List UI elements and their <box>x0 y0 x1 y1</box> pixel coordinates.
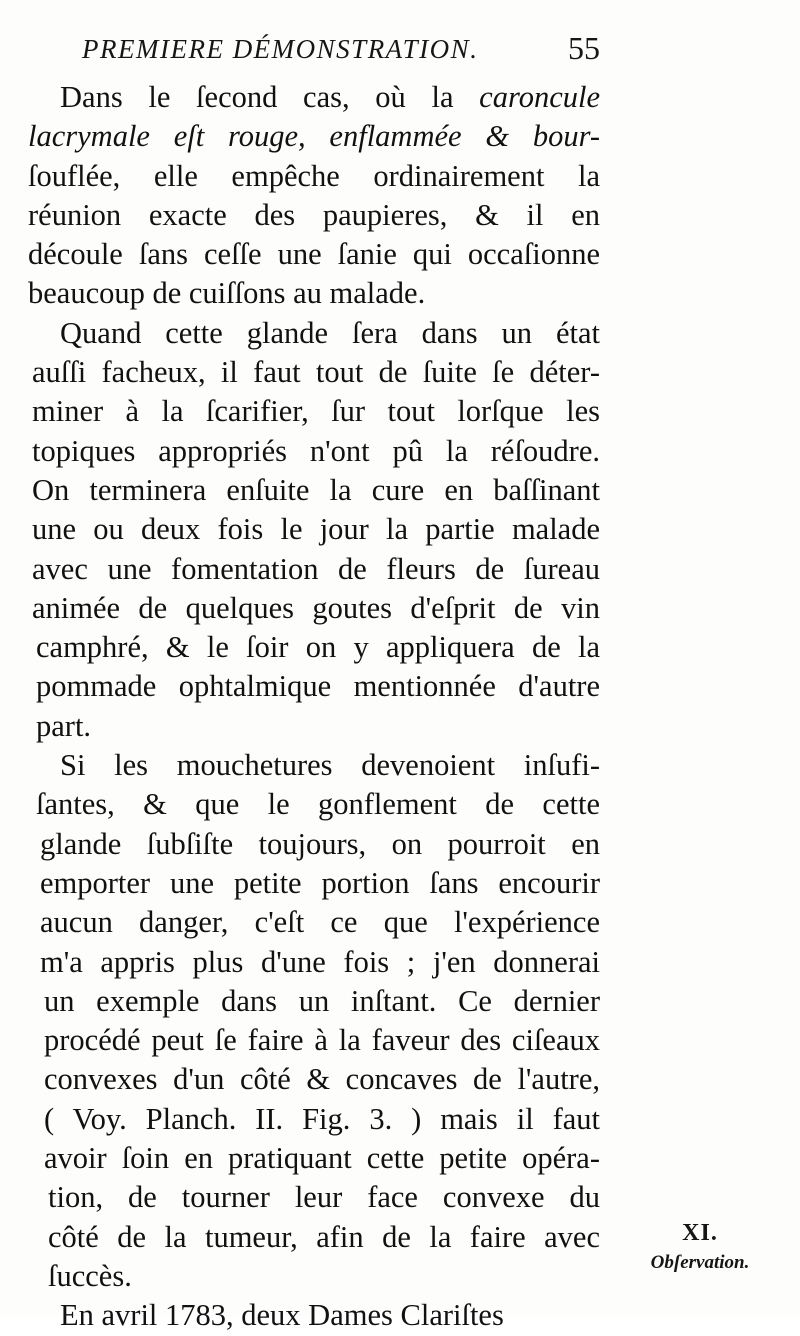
paragraph-3 <box>28 746 600 1296</box>
text-line: En avril 1783, deux Dames Clariſtes <box>60 1298 504 1333</box>
body-text <box>28 78 600 1336</box>
text-line: procédé peut ſe faire à la faveur des ciſeaux <box>44 1023 600 1058</box>
page-number: 55 <box>568 30 600 66</box>
text-line: ſantes, & que le gonflement de cette <box>36 787 600 822</box>
text-line: On terminera enſuite la cure en baſſinant <box>32 472 600 507</box>
text-line: avoir ſoin en pratiquant cette petite opéra- <box>44 1141 600 1176</box>
text-line: convexes d'un côté & concaves de l'autre, <box>44 1062 600 1097</box>
text-line: avec une fomentation de fleurs de ſureau <box>32 551 600 586</box>
text-line: Dans le ſecond cas, où la caroncule <box>60 80 600 114</box>
text-line: miner à la ſcarifier, ſur tout lorſque les <box>32 394 600 429</box>
text-line: côté de la tumeur, afin de la faire avec <box>48 1219 600 1254</box>
text-line: auſſi facheux, il faut tout de ſuite ſe déter- <box>32 355 600 390</box>
text-line: glande ſubſiſte toujours, on pourroit en <box>40 826 600 861</box>
margin-observation-number: XI. <box>682 1220 718 1246</box>
text-line: découle ſans ceſſe une ſanie qui occaſionne <box>28 237 600 272</box>
text-line: camphré, & le ſoir on y appliquera de la <box>36 630 600 665</box>
text-line: beaucoup de cuiſſons au malade. <box>28 276 426 311</box>
text-line: une ou deux fois le jour la partie malade <box>32 512 600 547</box>
italic-word: caroncule <box>479 80 600 114</box>
text-line: Quand cette glande ſera dans un état <box>60 315 600 350</box>
text-line: réunion exacte des paupieres, & il en <box>28 197 600 232</box>
text-line: part. <box>36 708 92 743</box>
text-line: un exemple dans un inſtant. Ce dernier <box>44 983 600 1018</box>
text-line: m'a appris plus d'une fois ; j'en donnerai <box>40 944 600 979</box>
text-line: pommade ophtalmique mentionnée d'autre <box>36 669 600 704</box>
margin-observation-label: Obſervation. <box>650 1252 750 1273</box>
text-line: animée de quelques goutes d'eſprit de vin <box>32 590 600 625</box>
paragraph-2 <box>28 314 600 746</box>
text-line: lacrymale eſt rouge, enflammée & bour- <box>28 119 600 154</box>
text-line: ſuccès. <box>48 1258 132 1293</box>
text-line: ſouflée, elle empêche ordinairement la <box>28 158 600 193</box>
text-line: tion, de tourner leur face convexe du <box>48 1180 600 1215</box>
text-line: Si les mouchetures devenoient inſufi- <box>60 748 600 783</box>
text-line: topiques appropriés n'ont pû la réſoudre. <box>32 433 600 468</box>
text-line: emporter une petite portion ſans encourir <box>40 865 600 900</box>
text-line: aucun danger, c'eſt ce que l'expérience <box>40 905 600 940</box>
running-head: PREMIERE DÉMONSTRATION. <box>82 34 479 64</box>
page-header <box>60 28 600 76</box>
text-line: ( Voy. Planch. II. Fig. 3. ) mais il faut <box>44 1101 600 1136</box>
paragraph-1 <box>28 78 600 314</box>
